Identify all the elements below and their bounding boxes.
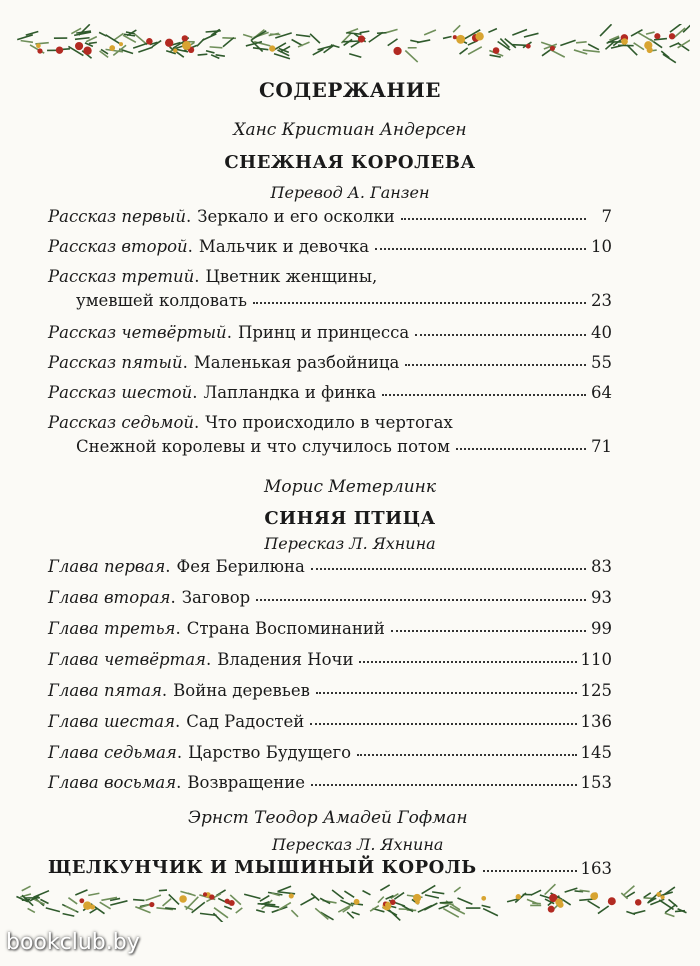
toc-entry[interactable]: Глава шестая . Сад Радостей 136: [48, 712, 612, 731]
garland-ornament: [209, 894, 214, 899]
entry-lead: Рассказ первый: [48, 207, 186, 226]
page-number: 153: [580, 773, 612, 792]
garland-ornament: [36, 43, 41, 48]
garland-needle: [46, 908, 60, 912]
toc-entry[interactable]: Глава седьмая . Царство Будущего 145: [48, 743, 612, 762]
page-number: 145: [580, 743, 612, 762]
garland-ornament: [453, 35, 457, 39]
garland-needle: [135, 907, 150, 913]
entry-text: Заговор: [181, 588, 251, 607]
garland-needle: [343, 41, 360, 42]
garland-needle: [443, 36, 452, 38]
entry-text: Сад Радостей: [186, 712, 305, 731]
entry-lead: Рассказ пятый: [48, 353, 183, 372]
garland-needle: [588, 44, 599, 50]
page-number: 125: [580, 681, 612, 700]
page-number: 55: [591, 353, 612, 372]
garland-ornament: [669, 33, 675, 39]
toc-entry[interactable]: Рассказ седьмой . Что происходило в чертогах Снежной королевы и что случилось потом 71: [48, 413, 612, 456]
garland-needle: [292, 39, 303, 45]
garland-needle: [68, 898, 77, 904]
garland-needle: [291, 910, 298, 917]
garland-ornament: [289, 893, 294, 898]
garland-needle: [256, 910, 265, 912]
garland-needle: [540, 895, 550, 898]
garland-needle: [410, 40, 419, 42]
garland-ornament: [555, 899, 562, 906]
garland-needle: [244, 894, 260, 898]
garland-needle: [278, 903, 291, 910]
toc-entry[interactable]: Глава восьмая . Возвращение 153: [48, 773, 612, 792]
garland-needle: [386, 29, 397, 32]
garland-needle: [106, 35, 120, 43]
garland-ornament: [119, 42, 123, 46]
toc-entry[interactable]: Глава вторая . Заговор 93: [48, 588, 612, 607]
garland-ornament: [608, 897, 616, 905]
garland-needle: [600, 24, 611, 36]
garland-ornament: [165, 39, 173, 47]
garland-ornament: [79, 898, 84, 903]
garland-needle: [75, 890, 87, 895]
entry-text: Мальчик и девочка: [198, 237, 370, 256]
garland-needle: [236, 908, 243, 913]
garland-needle: [460, 48, 468, 54]
garland-ornament: [656, 892, 661, 897]
entry-text: Царство Будущего: [188, 743, 352, 762]
garland-needle: [670, 43, 680, 47]
translator-note: Пересказ Л. Яхнина: [264, 534, 436, 553]
page-number: 10: [591, 237, 612, 256]
garland-needle: [663, 54, 676, 62]
garland-needle: [75, 38, 90, 40]
garland-needle: [418, 905, 432, 912]
garland-needle: [432, 892, 444, 894]
garland-needle: [560, 40, 575, 45]
garland-needle: [675, 911, 685, 912]
garland-needle: [363, 891, 371, 895]
garland-needle: [562, 899, 570, 904]
garland-needle: [512, 30, 527, 36]
garland-ornament: [493, 47, 500, 54]
garland-needle: [576, 42, 587, 43]
entry-lead: Глава седьмая: [48, 743, 177, 762]
toc-entry[interactable]: Рассказ пятый . Маленькая разбойница 55: [48, 353, 612, 372]
entry-text-continued: Снежной королевы и что случилось потом: [76, 437, 450, 456]
garland-needle: [63, 914, 75, 916]
garland-ornament: [173, 48, 177, 52]
page-number: 40: [591, 323, 612, 342]
garland-needle: [315, 908, 328, 919]
garland-needle: [296, 35, 310, 37]
garland-needle: [133, 900, 144, 901]
translator-note: Пересказ Л. Яхнина: [272, 835, 444, 854]
garland-needle: [197, 39, 204, 46]
entry-lead: Глава пятая: [48, 681, 162, 700]
garland-ornament: [393, 47, 401, 55]
entry-text: Возвращение: [187, 773, 306, 792]
garland-needle: [301, 897, 316, 905]
garland-ornament: [229, 900, 235, 906]
garland-needle: [180, 891, 191, 894]
page-number: 64: [591, 383, 612, 402]
entry-text: Война деревьев: [173, 681, 310, 700]
garland-needle: [488, 29, 496, 33]
garland-needle: [163, 899, 172, 906]
garland-needle: [378, 897, 384, 903]
garland-ornament: [83, 47, 91, 55]
garland-needle: [332, 890, 344, 899]
garland-needle: [265, 905, 279, 907]
work-title-blue-bird: СИНЯЯ ПТИЦА: [264, 508, 436, 529]
garland-needle: [482, 905, 491, 907]
garland-needle: [89, 42, 97, 43]
garland-needle: [668, 899, 677, 906]
garland-needle: [512, 45, 526, 46]
garland-needle: [21, 41, 33, 43]
garland-needle: [138, 47, 152, 52]
garland-ornament: [179, 895, 187, 903]
garland-needle: [165, 908, 176, 909]
entry-text: Цветник женщины,: [205, 267, 378, 286]
toc-entry[interactable]: Глава четвёртая . Владения Ночи 110: [48, 650, 612, 669]
garland-needle: [146, 895, 161, 900]
entry-text: Лапландка и финка: [203, 383, 377, 402]
page-number: 99: [591, 619, 612, 638]
garland-needle: [243, 35, 252, 38]
garland-needle: [425, 895, 439, 898]
entry-lead: Глава третья: [48, 619, 176, 638]
garland-needle: [380, 885, 389, 891]
toc-entry[interactable]: Глава пятая . Война деревьев 125: [48, 681, 612, 700]
garland-ornament: [413, 894, 421, 902]
garland-ornament: [548, 906, 555, 913]
entry-text: Страна Воспоминаний: [186, 619, 385, 638]
author-maeterlinck: Морис Метерлинк: [263, 477, 437, 497]
garland-ornament: [590, 892, 598, 900]
garland-needle: [198, 54, 208, 55]
garland-ornament: [149, 902, 154, 907]
garland-bottom-decoration: [10, 882, 690, 922]
garland-needle: [388, 39, 398, 46]
garland-needle: [453, 25, 460, 32]
garland-needle: [186, 897, 198, 910]
garland-needle: [360, 31, 370, 33]
garland-needle: [457, 898, 472, 904]
garland-needle: [505, 39, 516, 48]
page-title: СОДЕРЖАНИЕ: [259, 78, 441, 102]
toc-entry[interactable]: Рассказ первый . Зеркало и его осколки 7: [48, 207, 612, 226]
entry-lead: Глава шестая: [48, 712, 175, 731]
entry-lead: Рассказ седьмой: [48, 413, 195, 432]
garland-ornament: [661, 895, 665, 899]
watermark: bookclub.by: [6, 930, 140, 955]
entry-lead: Глава первая: [48, 557, 166, 576]
page-number: 93: [591, 588, 612, 607]
garland-needle: [22, 886, 31, 891]
garland-needle: [133, 43, 148, 48]
garland-needle: [483, 909, 498, 916]
garland-needle: [159, 890, 167, 891]
garland-ornament: [354, 899, 360, 905]
toc-entry-nutcracker[interactable]: [48, 854, 612, 878]
garland-ornament: [182, 41, 191, 50]
garland-needle: [347, 33, 362, 35]
entry-lead: Глава четвёртая: [48, 650, 206, 669]
garland-needle: [405, 51, 417, 63]
garland-ornament: [475, 32, 483, 40]
garland-needle: [440, 902, 453, 903]
garland-ornament: [146, 38, 153, 45]
garland-needle: [224, 906, 232, 909]
garland-ornament: [182, 35, 188, 41]
garland-needle: [277, 892, 295, 894]
toc-entry[interactable]: Глава первая . Фея Берилюна 83: [48, 557, 612, 576]
garland-needle: [192, 902, 205, 913]
garland-needle: [99, 32, 106, 36]
garland-needle: [633, 911, 645, 914]
page-number: 71: [591, 437, 612, 456]
garland-needle: [531, 890, 541, 895]
work-title-nutcracker: ЩЕЛКУНЧИК И МЫШИНЫЙ КОРОЛЬ: [48, 857, 477, 878]
garland-needle: [134, 33, 148, 44]
garland-needle: [626, 892, 634, 897]
garland-needle: [253, 48, 268, 50]
garland-needle: [223, 38, 234, 47]
garland-needle: [216, 55, 225, 56]
author-andersen: Ханс Кристиан Андерсен: [233, 120, 467, 140]
entry-lead: Рассказ четвёртый: [48, 323, 227, 342]
entry-text: Принц и принцесса: [237, 323, 410, 342]
garland-ornament: [635, 899, 642, 906]
garland-needle: [468, 47, 482, 55]
garland-needle: [252, 31, 267, 40]
entry-text: Что происходило в чертогах: [205, 413, 453, 432]
garland-ornament: [56, 46, 63, 53]
page-number: 136: [580, 712, 612, 731]
garland-needle: [88, 893, 99, 895]
garland-ornament: [516, 894, 521, 899]
translator-note: Перевод А. Ганзен: [270, 183, 430, 202]
garland-needle: [644, 893, 651, 898]
garland-needle: [665, 913, 675, 916]
garland-ornament: [203, 892, 207, 896]
garland-needle: [352, 912, 360, 915]
garland-ornament: [621, 38, 628, 45]
garland-needle: [344, 891, 354, 897]
entry-text: Маленькая разбойница: [193, 353, 400, 372]
garland-ornament: [83, 901, 91, 909]
work-title-snow-queen: СНЕЖНАЯ КОРОЛЕВА: [224, 152, 476, 173]
garland-needle: [646, 32, 655, 34]
page-number: 163: [580, 859, 612, 878]
entry-lead: Рассказ третий: [48, 267, 195, 286]
garland-ornament: [456, 35, 465, 44]
garland-needle: [369, 32, 383, 42]
garland-needle: [100, 902, 111, 909]
garland-ornament: [269, 45, 275, 51]
garland-ornament: [385, 902, 390, 907]
garland-needle: [454, 887, 460, 892]
garland-needle: [210, 47, 223, 48]
entry-lead: Глава вторая: [48, 588, 171, 607]
garland-needle: [349, 54, 361, 58]
entry-text: Зеркало и его осколки: [197, 207, 395, 226]
garland-ornament: [550, 46, 555, 51]
garland-top-decoration: [10, 24, 690, 64]
entry-text: Владения Ночи: [217, 650, 354, 669]
garland-ornament: [654, 33, 660, 39]
page-number: 110: [580, 650, 612, 669]
garland-needle: [424, 30, 436, 35]
garland-needle: [524, 33, 539, 37]
garland-needle: [278, 886, 291, 891]
toc-entry[interactable]: Рассказ шестой . Лапландка и финка 64: [48, 383, 612, 402]
garland-needle: [310, 34, 320, 43]
garland-needle: [627, 45, 637, 55]
garland-needle: [206, 51, 214, 53]
garland-needle: [260, 896, 269, 902]
entry-text: Фея Берилюна: [176, 557, 305, 576]
garland-needle: [114, 33, 123, 40]
garland-ornament: [109, 45, 115, 51]
garland-ornament: [526, 44, 531, 49]
entry-lead: Глава восьмая: [48, 773, 177, 792]
garland-ornament: [481, 896, 486, 901]
entry-text-continued: умевшей колдовать: [76, 291, 248, 310]
toc-entry[interactable]: Рассказ третий . Цветник женщины, умевшей колдовать 23: [48, 267, 612, 310]
garland-needle: [258, 904, 276, 905]
garland-needle: [110, 901, 127, 905]
garland-needle: [588, 901, 600, 908]
garland-needle: [417, 40, 430, 43]
toc-entry[interactable]: Глава третья . Страна Воспоминаний 99: [48, 619, 612, 638]
garland-needle: [65, 906, 76, 911]
toc-entry[interactable]: Рассказ четвёртый . Принц и принцесса 40: [48, 323, 612, 342]
garland-ornament: [75, 42, 83, 50]
page-number: 83: [591, 557, 612, 576]
entry-lead: Рассказ второй: [48, 237, 188, 256]
garland-needle: [670, 24, 681, 32]
garland-ornament: [644, 41, 652, 49]
page-number: 7: [601, 207, 612, 226]
garland-needle: [377, 33, 387, 34]
garland-needle: [490, 55, 501, 57]
entry-lead: Рассказ шестой: [48, 383, 193, 402]
garland-ornament: [358, 35, 365, 42]
author-hoffmann: Эрнст Теодор Амадей Гофман: [188, 808, 468, 828]
garland-needle: [17, 35, 33, 40]
garland-needle: [634, 43, 644, 50]
garland-needle: [545, 884, 556, 894]
garland-needle: [33, 891, 49, 898]
page-number: 23: [591, 291, 612, 310]
garland-needle: [583, 50, 600, 52]
garland-ornament: [37, 48, 42, 53]
garland-needle: [28, 908, 35, 912]
garland-needle: [551, 50, 564, 57]
toc-entry[interactable]: Рассказ второй . Мальчик и девочка 10: [48, 237, 612, 256]
garland-needle: [124, 34, 135, 36]
